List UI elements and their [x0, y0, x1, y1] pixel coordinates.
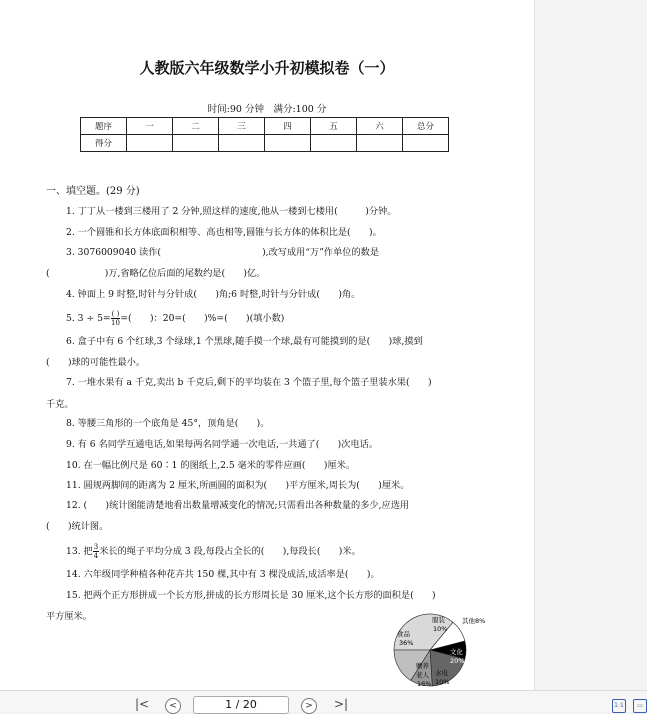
question-3-cont: ( )万,省略亿位后面的尾数约是( )亿。: [46, 268, 266, 279]
question-11: 11. 圆规两脚间的距离为 2 厘米,所画圆的面积为( )平方厘米,周长为( )厘米。: [66, 480, 410, 491]
pie-label-clothing: 服装: [432, 616, 445, 624]
fraction: [111, 310, 121, 327]
question-4: 4. 钟面上 9 时整,时针与分针成( )角;6 时整,时针与分针成( )角。: [66, 289, 361, 300]
question-3: 3. 3076009040 读作( ),改写成用“万”作单位的数是: [66, 247, 380, 258]
q5-suffix: =( )：20=( )%=( )(填小数): [120, 313, 285, 324]
question-15: 15. 把两个正方形拼成一个长方形,拼成的长方形周长是 30 厘米,这个长方形的面积是( ): [66, 590, 436, 601]
table-cell: 得分: [81, 135, 127, 152]
question-2: 2. 一个圆锥和长方体底面积相等、高也相等,圆锥与长方体的体积比是( )。: [66, 227, 382, 238]
pie-label-utility: 水电: [435, 669, 448, 677]
table-cell: 四: [265, 118, 311, 135]
question-5: [66, 310, 284, 327]
table-row: [81, 135, 449, 152]
table-cell: 五: [311, 118, 357, 135]
prev-page-button[interactable]: <: [165, 698, 181, 714]
pie-label-culture-pct: 20%: [450, 657, 465, 665]
fraction-numerator: 3: [93, 543, 99, 551]
pie-label-other: 其他8%: [462, 617, 486, 625]
actual-size-icon[interactable]: 1:1: [612, 699, 626, 713]
table-cell: 六: [357, 118, 403, 135]
q13-suffix: 米长的绳子平均分成 3 段,每段占全长的( ),每段长( )米。: [99, 546, 361, 557]
pager-toolbar: [0, 690, 647, 712]
page-title: 人教版六年级数学小升初模拟卷（一）: [139, 59, 395, 77]
score-table: [80, 117, 449, 152]
last-page-button[interactable]: >|: [334, 697, 349, 711]
question-7-cont: 千克。: [46, 399, 74, 410]
table-cell: 总分: [403, 118, 449, 135]
side-panel: [534, 0, 647, 690]
exam-meta: 时间:90 分钟 满分:100 分: [207, 104, 327, 115]
pie-label-culture: 文化: [450, 648, 463, 656]
table-cell: [127, 135, 173, 152]
q5-prefix: 5. 3 ÷ 5=: [66, 313, 111, 324]
fit-page-icon[interactable]: ▭: [633, 699, 647, 713]
table-cell: [357, 135, 403, 152]
table-row: [81, 118, 449, 135]
fraction-denominator: 10: [111, 319, 120, 327]
pie-label-food: 食品: [397, 630, 410, 638]
table-cell: [219, 135, 265, 152]
table-cell: [311, 135, 357, 152]
table-cell: 一: [127, 118, 173, 135]
table-cell: 二: [173, 118, 219, 135]
question-12-cont: ( )统计图。: [46, 521, 109, 532]
fraction-numerator: ( ): [111, 310, 120, 318]
pie-label-elder: 赡养: [416, 662, 429, 670]
table-cell: [265, 135, 311, 152]
pie-chart: [390, 610, 500, 690]
table-cell: [173, 135, 219, 152]
question-9: 9. 有 6 名同学互通电话,如果每两名同学通一次电话,一共通了( )次电话。: [66, 439, 379, 450]
question-1: 1. 丁丁从一楼到三楼用了 2 分钟,照这样的速度,他从一楼到七楼用( )分钟。: [66, 206, 397, 217]
question-6-cont: ( )球的可能性最小。: [46, 357, 146, 368]
q13-prefix: 13. 把: [66, 546, 93, 557]
question-12: 12. ( )统计图能清楚地看出数量增减变化的情况;只需看出各种数量的多少,应选用: [66, 500, 410, 511]
section-heading: 一、填空题。(29 分): [46, 186, 140, 197]
table-cell: 三: [219, 118, 265, 135]
question-15-cont: 平方厘米。: [46, 611, 92, 622]
table-cell: 题序: [81, 118, 127, 135]
next-page-button[interactable]: >: [301, 698, 317, 714]
pie-label-utility-pct: 10%: [435, 678, 450, 686]
fraction-denominator: 4: [93, 552, 99, 560]
table-cell: [403, 135, 449, 152]
pie-label-clothing-pct: 10%: [433, 625, 448, 633]
pie-label-elder-pct: 16%: [417, 680, 432, 688]
question-7: 7. 一堆水果有 a 千克,卖出 b 千克后,剩下的平均装在 3 个篮子里,每个篮子里装水果( ): [66, 377, 432, 388]
question-6: 6. 盒子中有 6 个红球,3 个绿球,1 个黑球,随手摸一个球,最有可能摸到的是( )球,摸到: [66, 336, 423, 347]
question-8: 8. 等腰三角形的一个底角是 45°，顶角是( )。: [66, 418, 270, 429]
pie-label-food-pct: 36%: [399, 639, 414, 647]
question-10: 10. 在一幅比例尺是 60∶1 的图纸上,2.5 毫米的零件应画( )厘米。: [66, 460, 356, 471]
question-13: [66, 543, 361, 560]
page-indicator-input[interactable]: 1 / 20: [193, 696, 289, 714]
first-page-button[interactable]: |<: [135, 697, 150, 711]
question-14: 14. 六年级同学种植各种花卉共 150 棵,其中有 3 棵没成活,成活率是( )。: [66, 569, 380, 580]
pie-label-elder2: 老人: [416, 671, 429, 679]
